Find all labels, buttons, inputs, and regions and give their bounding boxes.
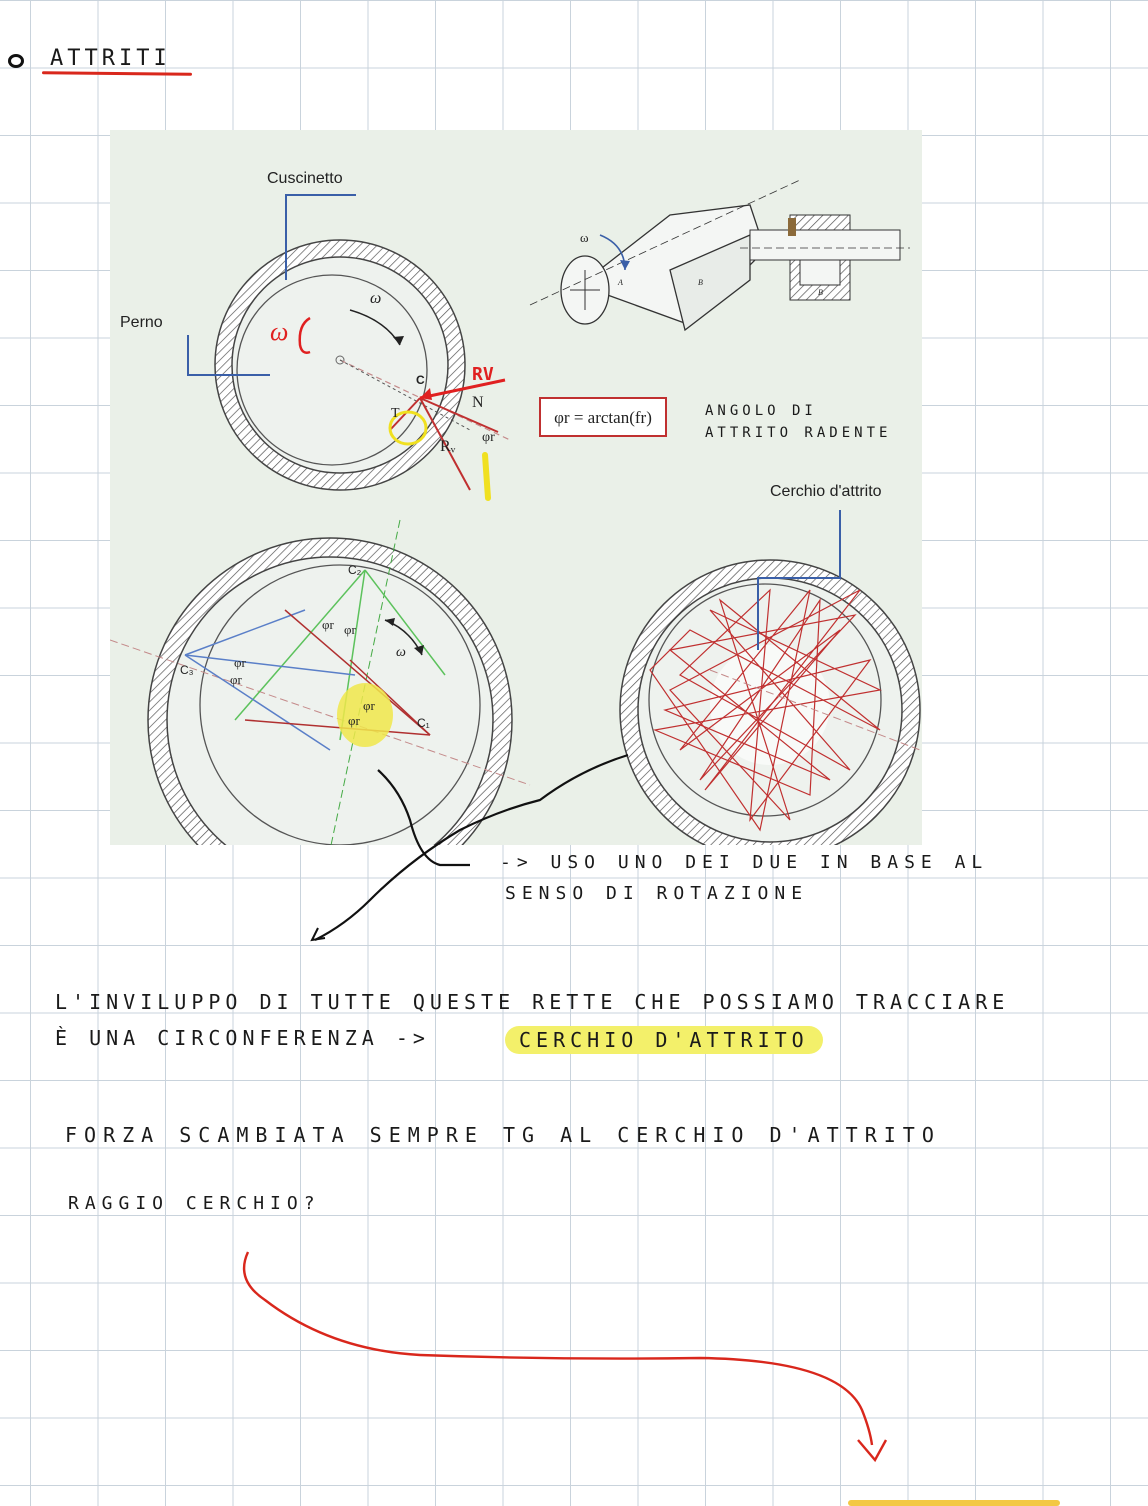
label-phi-r-3: φr bbox=[234, 655, 246, 670]
handwritten-omega: ω bbox=[270, 317, 289, 346]
label-phi-r-top: φr bbox=[482, 430, 495, 445]
label-phi-r-5: φr bbox=[363, 698, 375, 713]
label-omega-bottom: ω bbox=[396, 645, 406, 660]
title-underline bbox=[42, 71, 192, 76]
formula-box bbox=[540, 398, 666, 436]
friction-circle-diagram bbox=[620, 510, 920, 845]
label-phi-r-4: φr bbox=[230, 672, 242, 687]
label-c3: C₃ bbox=[180, 663, 194, 677]
label-phi-r-2: φr bbox=[344, 622, 356, 637]
pin-sketch bbox=[530, 180, 910, 330]
label-phi-r-6: φr bbox=[348, 713, 360, 728]
note-angolo-line2: ATTRITO RADENTE bbox=[705, 425, 892, 441]
formula-text: φr = arctan(fr) bbox=[554, 408, 652, 427]
label-b: B bbox=[698, 278, 703, 287]
page-title: ATTRITI bbox=[50, 46, 171, 71]
label-omega-sketch: ω bbox=[580, 230, 589, 245]
highlight-cerchio-attrito: CERCHIO D'ATTRITO bbox=[505, 1026, 823, 1054]
label-cerchio-attrito: Cerchio d'attrito bbox=[770, 483, 882, 500]
label-phi-r-1: φr bbox=[322, 617, 334, 632]
label-cuscinetto: Cuscinetto bbox=[267, 170, 343, 187]
note-angolo-attrito bbox=[705, 400, 891, 444]
paragraph-forza-scambiata: FORZA SCAMBIATA SEMPRE TG AL CERCHIO D'ATTRITO bbox=[65, 1123, 941, 1147]
handwritten-rv: RV bbox=[472, 364, 494, 385]
label-t: T bbox=[391, 406, 400, 421]
note-angolo-line1: ANGOLO DI bbox=[705, 403, 817, 419]
label-c2: C₂ bbox=[348, 563, 362, 577]
label-b-section: B bbox=[818, 288, 823, 297]
label-perno: Perno bbox=[120, 314, 163, 331]
paragraph-circonferenza: È UNA CIRCONFERENZA -> bbox=[55, 1026, 430, 1050]
label-c1: C₁ bbox=[417, 716, 430, 730]
label-n: N bbox=[472, 394, 484, 411]
label-omega-top: ω bbox=[370, 290, 382, 307]
label-c: C bbox=[416, 373, 425, 387]
friction-figure bbox=[110, 130, 922, 845]
note-rotation-line1: -> USO UNO DEI DUE IN BASE AL bbox=[500, 852, 989, 873]
paragraph-raggio-cerchio: RAGGIO CERCHIO? bbox=[68, 1193, 321, 1214]
paragraph-inviluppo: L'INVILUPPO DI TUTTE QUESTE RETTE CHE POSSIAMO TRACCIARE bbox=[55, 990, 1010, 1014]
bearing-diagram-bottom bbox=[110, 520, 530, 845]
title-bullet bbox=[8, 54, 24, 68]
label-rv: Rᵥ bbox=[440, 438, 456, 455]
note-rotation-line2: SENSO DI ROTAZIONE bbox=[505, 883, 809, 904]
bearing-diagram-top bbox=[188, 195, 510, 498]
label-a: A bbox=[618, 278, 623, 287]
